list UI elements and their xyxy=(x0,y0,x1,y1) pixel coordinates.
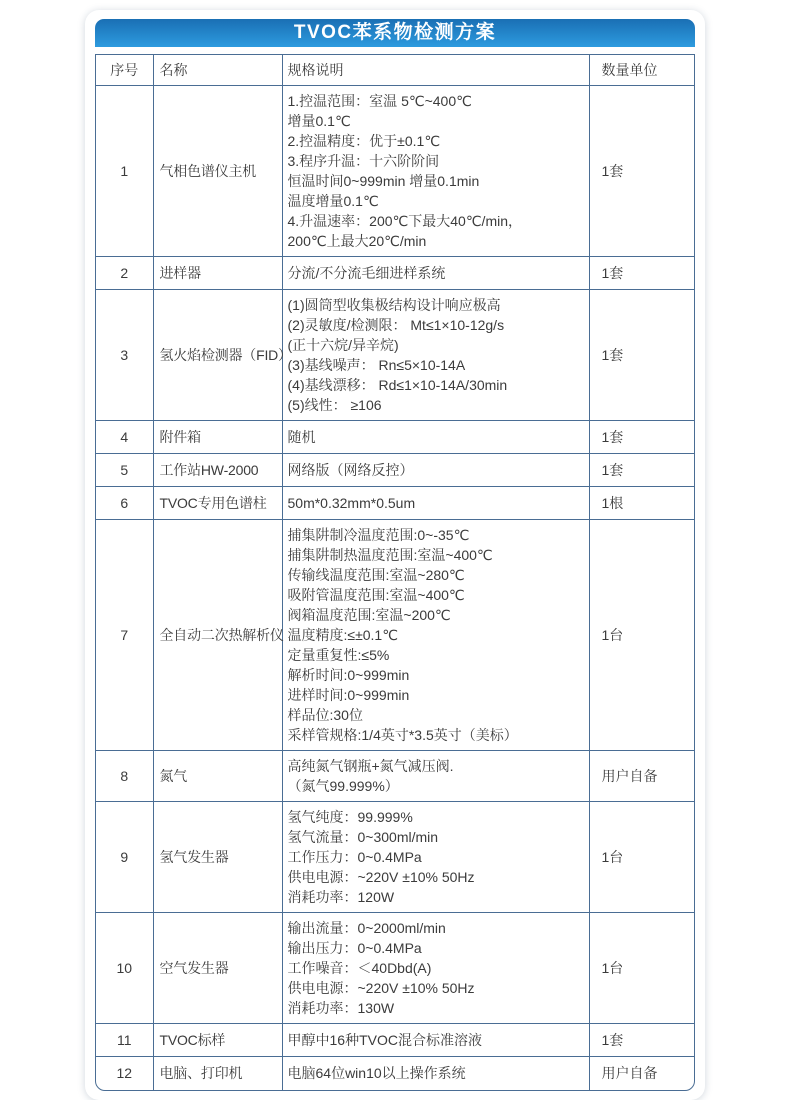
spec-line: 供电电源：~220V ±10% 50Hz xyxy=(287,980,475,996)
header-cell-name: 名称 xyxy=(153,55,282,86)
table-row xyxy=(96,802,694,913)
item-spec xyxy=(282,454,589,487)
spec-line: 温度精度:≤±0.1℃ xyxy=(287,627,398,643)
item-qty: 1套 xyxy=(589,86,694,257)
item-qty: 1套 xyxy=(589,421,694,454)
row-number: 12 xyxy=(96,1057,153,1090)
row-number: 6 xyxy=(96,487,153,520)
table-row xyxy=(96,290,694,421)
spec-line: (1)圆筒型收集极结构设计响应极高 xyxy=(287,297,501,313)
item-qty: 1套 xyxy=(589,290,694,421)
item-qty: 1根 xyxy=(589,487,694,520)
row-number: 11 xyxy=(96,1024,153,1057)
spec-line: 甲醇中16种TVOC混合标准溶液 xyxy=(287,1032,482,1048)
spec-line: 温度增量0.1℃ xyxy=(287,193,379,209)
item-qty: 1台 xyxy=(589,520,694,751)
row-number: 9 xyxy=(96,802,153,913)
item-qty: 1套 xyxy=(589,454,694,487)
row-number: 5 xyxy=(96,454,153,487)
spec-line: 吸附管温度范围:室温~400℃ xyxy=(287,587,465,603)
spec-line: 200℃上最大20℃/min xyxy=(287,233,427,249)
item-name: 电脑、打印机 xyxy=(153,1057,282,1090)
item-name: 进样器 xyxy=(153,257,282,290)
spec-line: (3)基线噪声： Rn≤5×10-14A xyxy=(287,357,466,373)
spec-line: 输出流量：0~2000ml/min xyxy=(287,920,446,936)
spec-line: 2.控温精度：优于±0.1℃ xyxy=(287,133,441,149)
row-number: 8 xyxy=(96,751,153,802)
header-cell-no: 序号 xyxy=(110,62,139,78)
item-qty: 用户自备 xyxy=(589,751,694,802)
item-name: 全自动二次热解析仪 xyxy=(153,520,282,751)
spec-line: 氢气纯度：99.999% xyxy=(287,809,413,825)
item-name: TVOC专用色谱柱 xyxy=(153,487,282,520)
spec-line: (4)基线漂移： Rd≤1×10-14A/30min xyxy=(287,377,508,393)
page-title: TVOC苯系物检测方案 xyxy=(95,19,695,47)
spec-line: 随机 xyxy=(287,429,316,445)
item-spec xyxy=(282,913,589,1024)
spec-table xyxy=(96,55,694,1090)
item-name: 氮气 xyxy=(153,751,282,802)
spec-line: (2)灵敏度/检测限： Mt≤1×10-12g/s xyxy=(287,317,505,333)
item-qty: 1套 xyxy=(589,257,694,290)
spec-table-body xyxy=(96,86,694,1090)
spec-line: 供电电源：~220V ±10% 50Hz xyxy=(287,869,475,885)
row-number: 4 xyxy=(96,421,153,454)
row-number: 2 xyxy=(96,257,153,290)
spec-line: 传输线温度范围:室温~280℃ xyxy=(287,567,465,583)
spec-line: 工作压力：0~0.4MPa xyxy=(287,849,422,865)
spec-line: (5)线性： ≥106 xyxy=(287,397,382,413)
spec-line: 分流/不分流毛细进样系统 xyxy=(287,265,446,281)
header-cell-spec: 规格说明 xyxy=(282,55,589,86)
item-name: 气相色谱仪主机 xyxy=(153,86,282,257)
spec-line: 解析时间:0~999min xyxy=(287,667,410,683)
spec-line: 3.程序升温：十六阶阶间 xyxy=(287,153,440,169)
spec-line: 高纯氮气钢瓶+氮气减压阀. xyxy=(287,758,454,774)
item-spec xyxy=(282,751,589,802)
table-row xyxy=(96,454,694,487)
spec-line: 消耗功率：120W xyxy=(287,889,395,905)
spec-line: 进样时间:0~999min xyxy=(287,687,410,703)
spec-line: 工作噪音：＜40Dbd(A) xyxy=(287,960,432,976)
spec-line: （氮气99.999%） xyxy=(287,778,399,794)
spec-line: 增量0.1℃ xyxy=(287,113,351,129)
item-spec xyxy=(282,802,589,913)
item-spec xyxy=(282,1057,589,1090)
spec-line: 定量重复性:≤5% xyxy=(287,647,390,663)
table-row xyxy=(96,487,694,520)
item-name: 氢气发生器 xyxy=(153,802,282,913)
item-spec xyxy=(282,520,589,751)
spec-table-wrapper xyxy=(95,54,695,1091)
item-name: 氢火焰检测器（FID） xyxy=(153,290,282,421)
spec-line: 消耗功率：130W xyxy=(287,1000,395,1016)
item-spec xyxy=(282,257,589,290)
table-row xyxy=(96,1057,694,1090)
spec-line: 网络版（网络反控） xyxy=(287,462,414,478)
spec-line: 1.控温范围：室温 5℃~400℃ xyxy=(287,93,472,109)
table-row xyxy=(96,913,694,1024)
spec-line: 电脑64位win10以上操作系统 xyxy=(287,1065,466,1082)
item-name: 空气发生器 xyxy=(153,913,282,1024)
header-row xyxy=(96,55,694,86)
row-number: 1 xyxy=(96,86,153,257)
item-spec xyxy=(282,86,589,257)
item-spec xyxy=(282,1024,589,1057)
spec-line: 50m*0.32mm*0.5um xyxy=(287,495,416,511)
spec-line: 恒温时间0~999min 增量0.1min xyxy=(287,173,480,189)
spec-line: 捕集阱制热温度范围:室温~400℃ xyxy=(287,547,493,563)
spec-sheet-card xyxy=(85,10,705,1100)
item-qty: 1台 xyxy=(589,802,694,913)
row-number: 10 xyxy=(96,913,153,1024)
table-row xyxy=(96,1024,694,1057)
row-number: 7 xyxy=(96,520,153,751)
table-row xyxy=(96,751,694,802)
spec-line: 采样管规格:1/4英寸*3.5英寸（美标） xyxy=(287,727,518,743)
spec-line: (正十六烷/异辛烷) xyxy=(287,337,399,353)
spec-line: 阀箱温度范围:室温~200℃ xyxy=(287,607,451,623)
table-row xyxy=(96,421,694,454)
item-name: TVOC标样 xyxy=(153,1024,282,1057)
spec-line: 氢气流量：0~300ml/min xyxy=(287,829,439,845)
spec-line: 捕集阱制冷温度范围:0~-35℃ xyxy=(287,527,470,543)
item-name: 工作站HW-2000 xyxy=(153,454,282,487)
item-spec xyxy=(282,421,589,454)
spec-line: 4.升温速率：200℃下最大40℃/min， xyxy=(287,213,522,229)
spec-line: 输出压力：0~0.4MPa xyxy=(287,940,422,956)
spec-table-header xyxy=(96,55,694,86)
spec-line: 样品位:30位 xyxy=(287,707,363,723)
table-row xyxy=(96,520,694,751)
item-spec xyxy=(282,290,589,421)
header-cell-qty: 数量单位 xyxy=(589,55,694,86)
item-spec xyxy=(282,487,589,520)
table-row xyxy=(96,257,694,290)
item-qty: 1套 xyxy=(589,1024,694,1057)
table-row xyxy=(96,86,694,257)
row-number: 3 xyxy=(96,290,153,421)
item-name: 附件箱 xyxy=(153,421,282,454)
item-qty: 1台 xyxy=(589,913,694,1024)
item-qty: 用户自备 xyxy=(589,1057,694,1090)
